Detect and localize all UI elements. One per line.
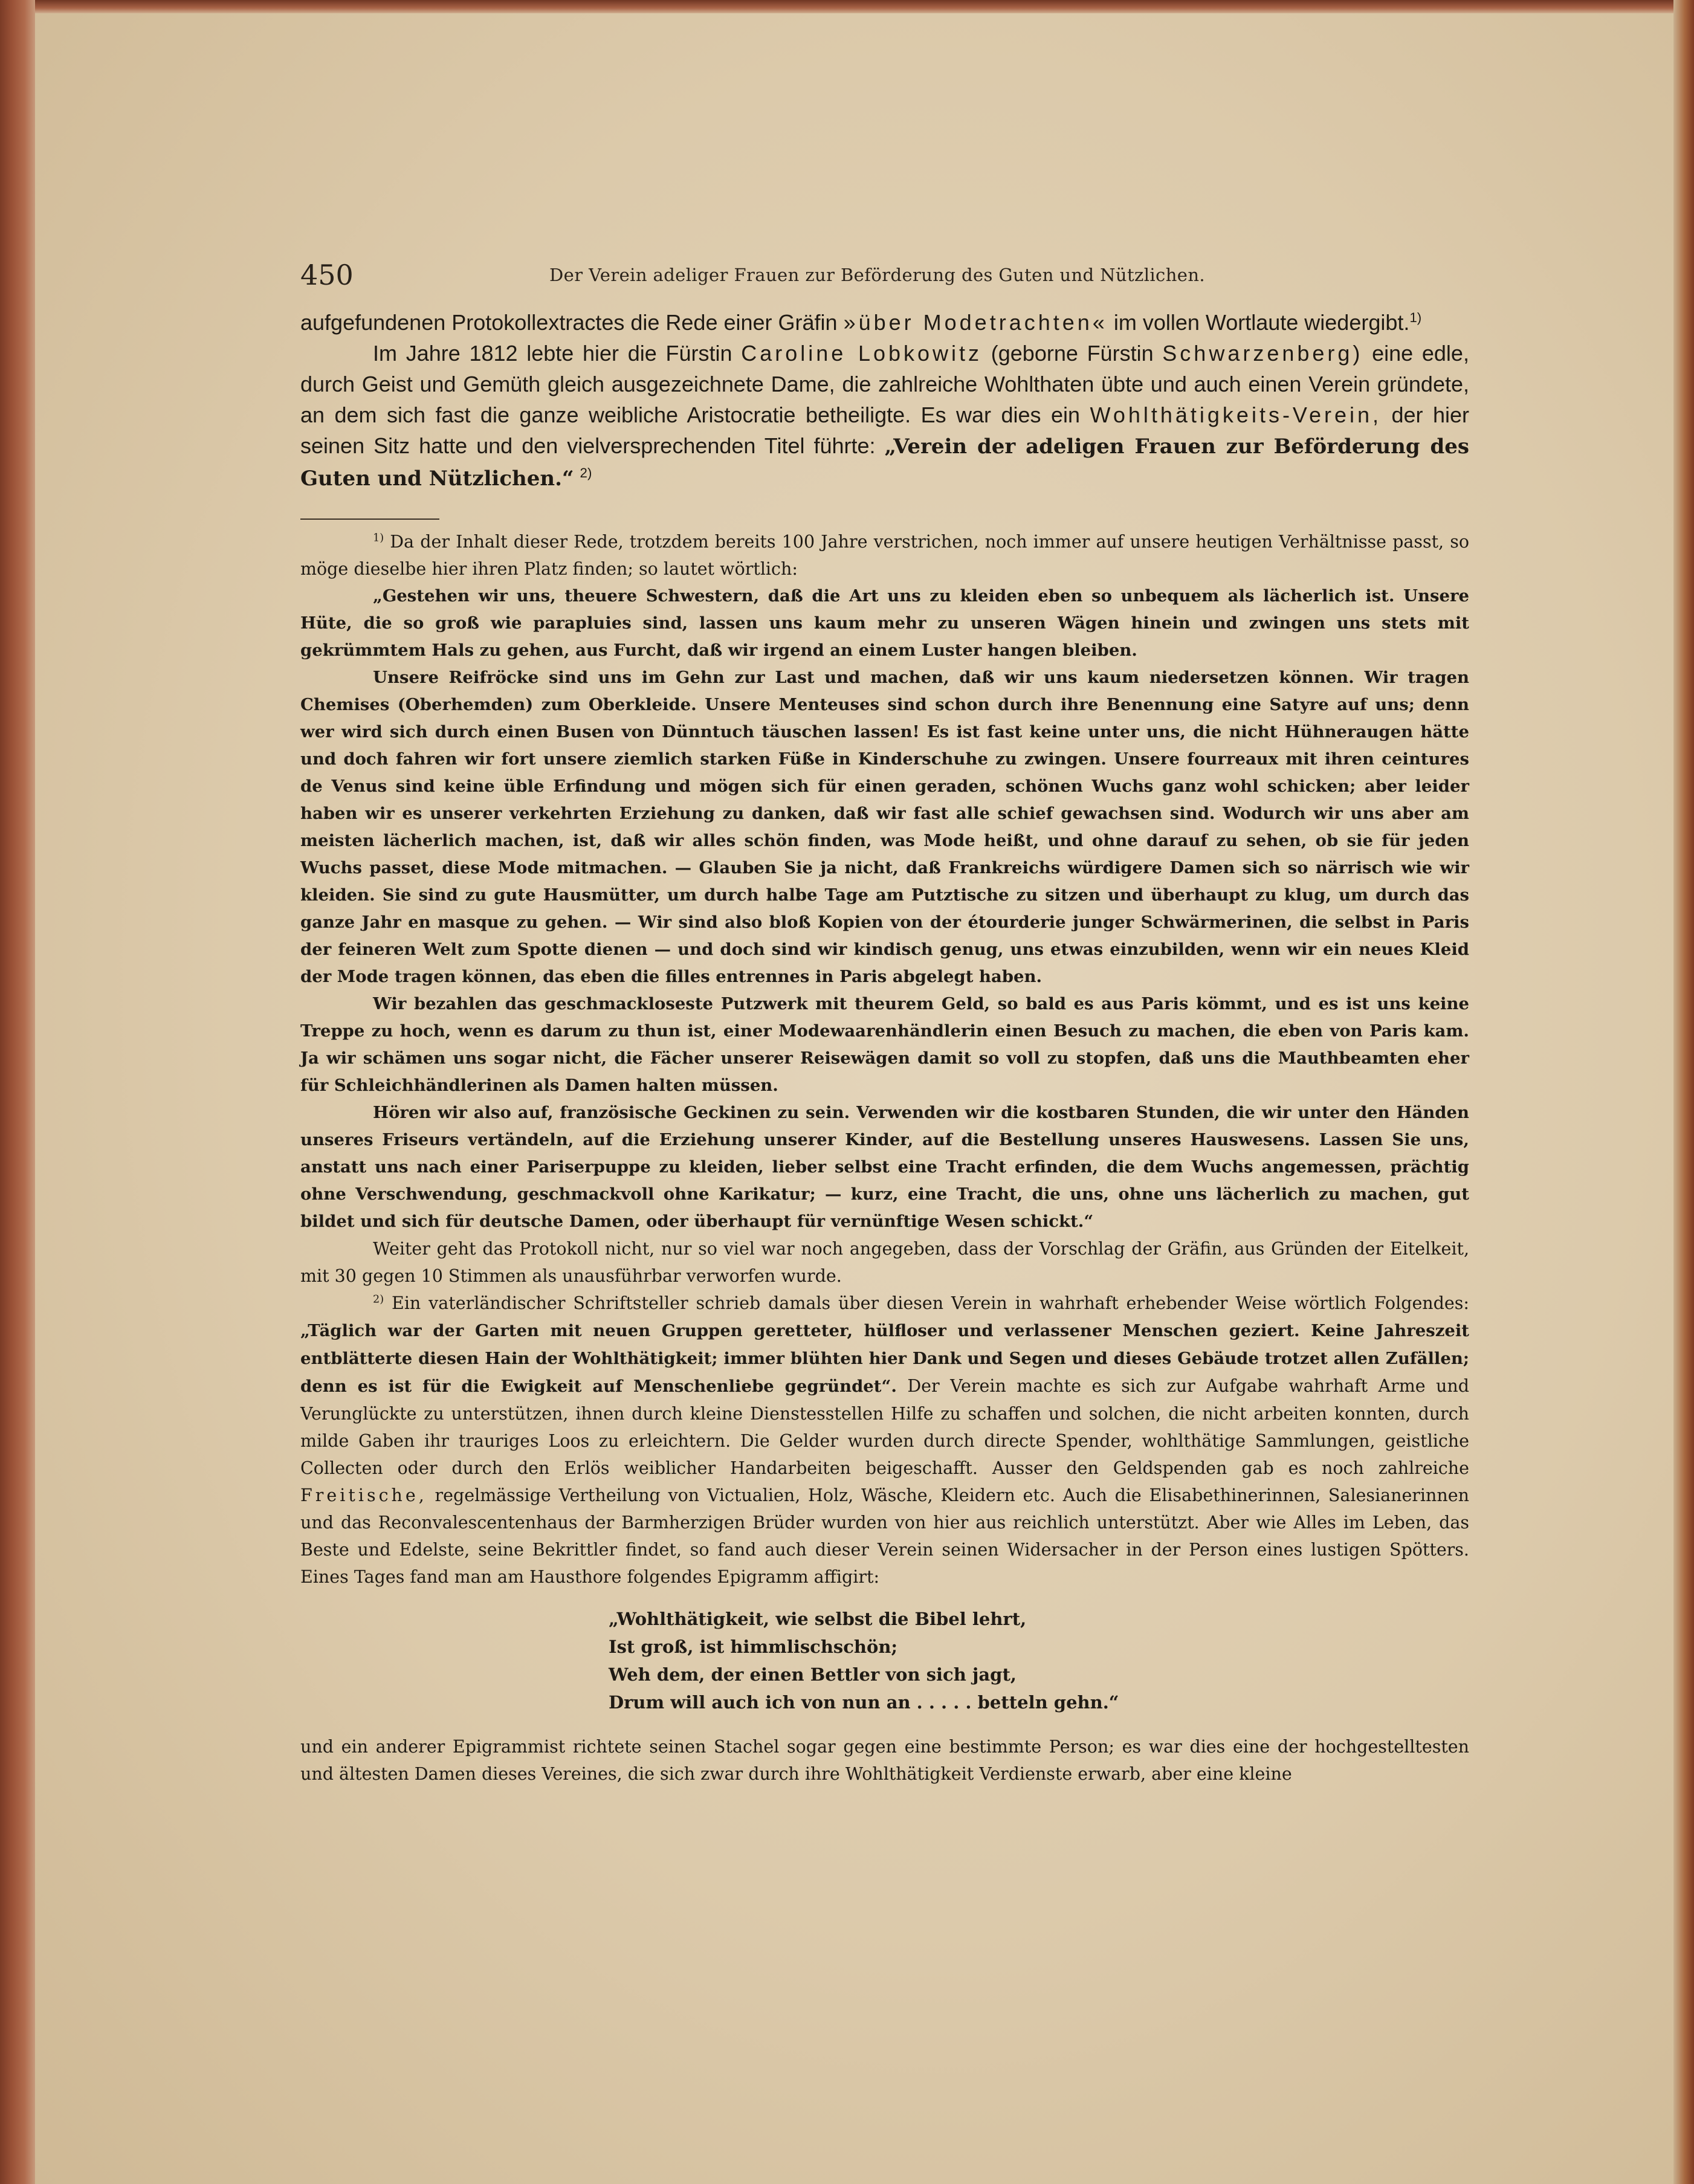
footnote-2-end: und ein anderer Epigrammist richtete seinen Stachel sogar gegen eine bestimmte Person; es war dies eine der hochgestelltesten und ältesten Damen dieses Vereines, die sich zwar durch ihre Wohlthätigkeit Verdienste erwarb, aber eine kleine xyxy=(300,1737,1469,1784)
epigram-line: Drum will auch ich von nun an . . . . . betteln gehn.“ xyxy=(609,1692,1119,1713)
page-top-edge xyxy=(35,0,1694,13)
page-number: 450 xyxy=(300,259,354,291)
page-content xyxy=(300,254,1469,1788)
spaced-freitische: Freitische, xyxy=(300,1485,427,1505)
epigram-line: Weh dem, der einen Bettler von sich jagt, xyxy=(609,1664,1017,1685)
writer-quote: „Täglich war der Garten mit neuen Gruppen geretteter, hülfloser und verlassener Menschen geziert. Keine Jahreszeit entblätterte diesen Hain der Wohlthätigkeit; immer blühten hier Dank und Segen und dieses Gebäude trotzet allen Zufällen; denn es ist für die Ewigkeit auf Menschenliebe gegründet“. xyxy=(300,1321,1469,1396)
footnote-ref-2: 2) xyxy=(580,465,592,480)
running-title: Der Verein adeliger Frauen zur Beförderung des Guten und Nützlichen. xyxy=(549,265,1206,285)
page-right-edge xyxy=(1673,0,1694,2184)
footnote-2: $^{2)}$ Ein vaterländischer Schriftsteller schrieb damals über diesen Verein in wahrhaft erhebender Weise wörtlich Folgendes: „Täglich war der Garten mit neuen Gruppen geretteter, hülfloser und verlassener Menschen geziert. Keine Jahreszeit entblätterte diesen Hain der Wohlthätigkeit; immer blühten hier Dank und Segen und dieses Gebäude trotzet allen Zufällen; denn es ist für die Ewigkeit auf Menschenliebe gegründet“. Der Verein machte es sich zur Aufgabe wahrhaft Arme und Verunglückte zu unterstützen, ihnen durch kleine Dienstesstellen Hilfe zu schaffen und solchen, die nicht arbeiten konnten, durch milde Gaben ihr trauriges Loos zu erleichtern. Die Gelder wurden durch directe Spender, wohlthätige Sammlungen, geistliche Collecten oder durch den Erlös weiblicher Handarbeiten beigeschafft. Ausser den Geldspenden gab es noch zahlreiche Freitische, regelmässige Vertheilung von Victualien, Holz, Wäsche, Kleidern etc. Auch die Elisabethinerinnen, Salesianerinnen und das Reconvalescentenhaus der Barmherzigen Brüder wurden von hier aus reichlich unterstützt. Aber wie Alles im Leben, das Beste und Edelste, seine Bekrittler findet, so fand auch dieser Verein seinen Widersacher in der Person eines lustigen Spötters. Eines Tages fand man am Hausthore folgendes Epigramm affigirt: xyxy=(300,1293,1470,1587)
footnotes xyxy=(300,528,1469,1788)
speech-paragraph-3: Wir bezahlen das geschmackloseste Putzwerk mit theurem Geld, so bald es aus Paris kömmt, und es ist uns keine Treppe zu hoch, wenn es darum zu thun ist, einer Modewaarenhändlerin einen Besuch zu machen, die eben von Paris kam. Ja wir schämen uns sogar nicht, die Fächer unserer Reisewägen damit so voll zu stopfen, daß uns die Mauthbeamten eher für Schleichhändlerinen als Damen halten müssen. xyxy=(300,994,1469,1095)
footnote-1-close: Weiter geht das Protokoll nicht, nur so viel war noch angegeben, dass der Vorschlag der Gräfin, aus Gründen der Eitelkeit, mit 30 gegen 10 Stimmen als unausführbar verworfen wurde. xyxy=(300,1239,1469,1286)
spaced-title: »über Modetrachten« xyxy=(843,310,1108,335)
book-binding xyxy=(0,0,35,2184)
footnote-ref-1: 1) xyxy=(1409,310,1422,325)
footnote-rule xyxy=(300,519,439,520)
paragraph-2: Im Jahre 1812 lebte hier die Fürstin Caroline Lobkowitz (geborne Fürstin Schwarzenberg) eine edle, durch Geist und Gemüth gleich ausgezeichnete Dame, die zahlreiche Wohlthaten übte und auch einen Verein gründete, an dem sich fast die ganze weibliche Aristocratie betheiligte. Es war dies ein Wohlthätigkeits-Verein, der hier seinen Sitz hatte und den vielversprechenden Titel führte: „Verein der adeligen Frauen zur Beförderung des Guten und Nützlichen.“ $^{2)}$ xyxy=(300,341,1469,491)
spaced-verein: Wohlthätigkeits-Verein, xyxy=(1090,402,1382,427)
paragraph-1: aufgefundenen Protokollextractes die Rede einer Gräfin »über Modetrachten« im vollen Wortlaute wiedergibt.$^{1)}$ xyxy=(300,310,1422,335)
spaced-name-lobkowitz: Caroline Lobkowitz xyxy=(741,341,983,366)
spaced-name-schwarzenberg: Schwarzenberg) xyxy=(1162,341,1363,366)
association-title: „Verein der adeligen Frauen zur Beförderung des Guten und Nützlichen.“ xyxy=(300,435,1469,491)
speech-paragraph-1: „Gestehen wir uns, theuere Schwestern, daß die Art uns zu kleiden eben so unbequem als lächerlich ist. Unsere Hüte, die so groß wie parapluies sind, lassen uns kaum mehr zu unseren Wägen hinein und zwingen uns stets mit gekrümmtem Hals zu gehen, aus Furcht, daß wir irgend an einem Luster hangen bleiben. xyxy=(300,586,1469,660)
page-header xyxy=(300,254,1469,290)
epigram-line: „Wohlthätigkeit, wie selbst die Bibel lehrt, xyxy=(609,1609,1027,1629)
speech-paragraph-2: Unsere Reifröcke sind uns im Gehn zur Last und machen, daß wir uns kaum niedersetzen können. Wir tragen Chemises (Oberhemden) zum Oberkleide. Unsere Menteuses sind schon durch ihre Benennung eine Satyre auf uns; denn wer wird sich durch einen Busen von Dünntuch täuschen lassen! Es ist fast keine unter uns, die nicht Hühneraugen hätte und doch fahren wir fort unsere ziemlich starken Füße in Kinderschuhe zu zwingen. Unsere fourreaux mit ihren ceintures de Venus sind keine üble Erfindung und mögen sich für einen geraden, schönen Wuchs ganz wohl schicken; aber leider haben wir es unserer verkehrten Erziehung zu danken, daß wir fast alle schief gewachsen sind. Wodurch wir uns aber am meisten lächerlich machen, ist, daß wir alles schön finden, was Mode heißt, und ohne darauf zu sehen, ob sie für jeden Wuchs passet, diese Mode mitmachen. — Glauben Sie ja nicht, daß Frankreichs würdigere Damen sich so närrisch wie wir kleiden. Sie sind zu gute Hausmütter, um durch halbe Tage am Putztische zu sitzen und überhaupt zu klug, um durch das ganze Jahr en masque zu gehen. — Wir sind also bloß Kopien von der étourderie junger Schwärmerinen, die selbst in Paris der feineren Welt zum Spotte dienen — und doch sind wir kindisch genug, uns etwas einzubilden, wenn wir ein neues Kleid der Mode tragen können, das eben die filles entrennes in Paris abgelegt haben. xyxy=(300,668,1469,986)
main-text xyxy=(300,307,1469,494)
epigram xyxy=(609,1605,1469,1716)
epigram-line: Ist groß, ist himmlischschön; xyxy=(609,1636,898,1657)
speech-paragraph-4: Hören wir also auf, französische Geckinen zu sein. Verwenden wir die kostbaren Stunden, die wir unter den Händen unseres Friseurs vertändeln, auf die Erziehung unserer Kinder, auf die Bestellung unseres Hauswesens. Lassen Sie uns, anstatt uns nach einer Pariserpuppe zu kleiden, lieber selbst eine Tracht erfinden, die dem Wuchs angemessen, prächtig ohne Verschwendung, geschmackvoll ohne Karikatur; — kurz, eine Tracht, die uns, ohne uns lächerlich zu machen, gut bildet und sich für deutsche Damen, oder überhaupt für vernünftige Wesen schickt.“ xyxy=(300,1103,1469,1231)
footnote-1-intro: $^{1)}$ Da der Inhalt dieser Rede, trotzdem bereits 100 Jahre verstrichen, noch immer auf unsere heutigen Verhältnisse passt, so möge dieselbe hier ihren Platz finden; so lautet wörtlich: xyxy=(300,532,1469,579)
